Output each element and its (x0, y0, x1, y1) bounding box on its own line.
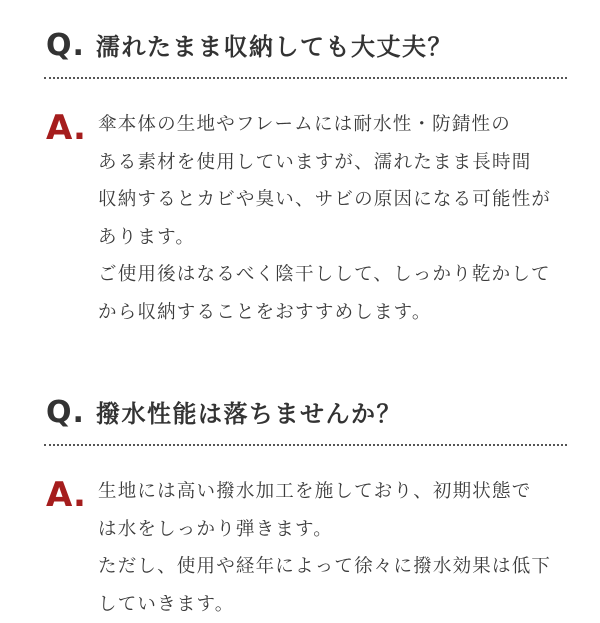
dotted-divider (44, 77, 567, 79)
answer-line: あります。 (98, 219, 578, 257)
answer-line: は水をしっかり弾きます。 (98, 511, 578, 549)
answer-line: していきます。 (98, 586, 578, 623)
answer-line: ただし、使用や経年によって徐々に撥水効果は低下 (98, 548, 578, 586)
answer-line: 収納するとカビや臭い、サビの原因になる可能性が (98, 181, 578, 219)
faq-item-storage (0, 22, 600, 90)
question-mark: Q. (46, 28, 85, 64)
answer-mark: A. (46, 108, 86, 148)
answer-mark: A. (46, 475, 86, 515)
answer-line: 傘本体の生地やフレームには耐水性・防錆性の (98, 106, 578, 144)
answer-line: 生地には高い撥水加工を施しており、初期状態で (98, 473, 578, 511)
question-text: 濡れたまま収納しても大丈夫？ (96, 32, 453, 62)
answer-line: ある素材を使用していますが、濡れたまま長時間 (98, 144, 578, 182)
answer-text (98, 473, 578, 623)
question-row (0, 22, 600, 74)
question-row (0, 389, 600, 441)
answer-line: ご使用後はなるべく陰干しして、しっかり乾かして (98, 256, 578, 294)
answer-line: から収納することをおすすめします。 (98, 294, 578, 332)
question-text: 撥水性能は落ちませんか？ (96, 399, 402, 429)
question-mark: Q. (46, 395, 85, 431)
dotted-divider (44, 444, 567, 446)
answer-text (98, 106, 578, 331)
faq-item-water-repellency (0, 389, 600, 457)
